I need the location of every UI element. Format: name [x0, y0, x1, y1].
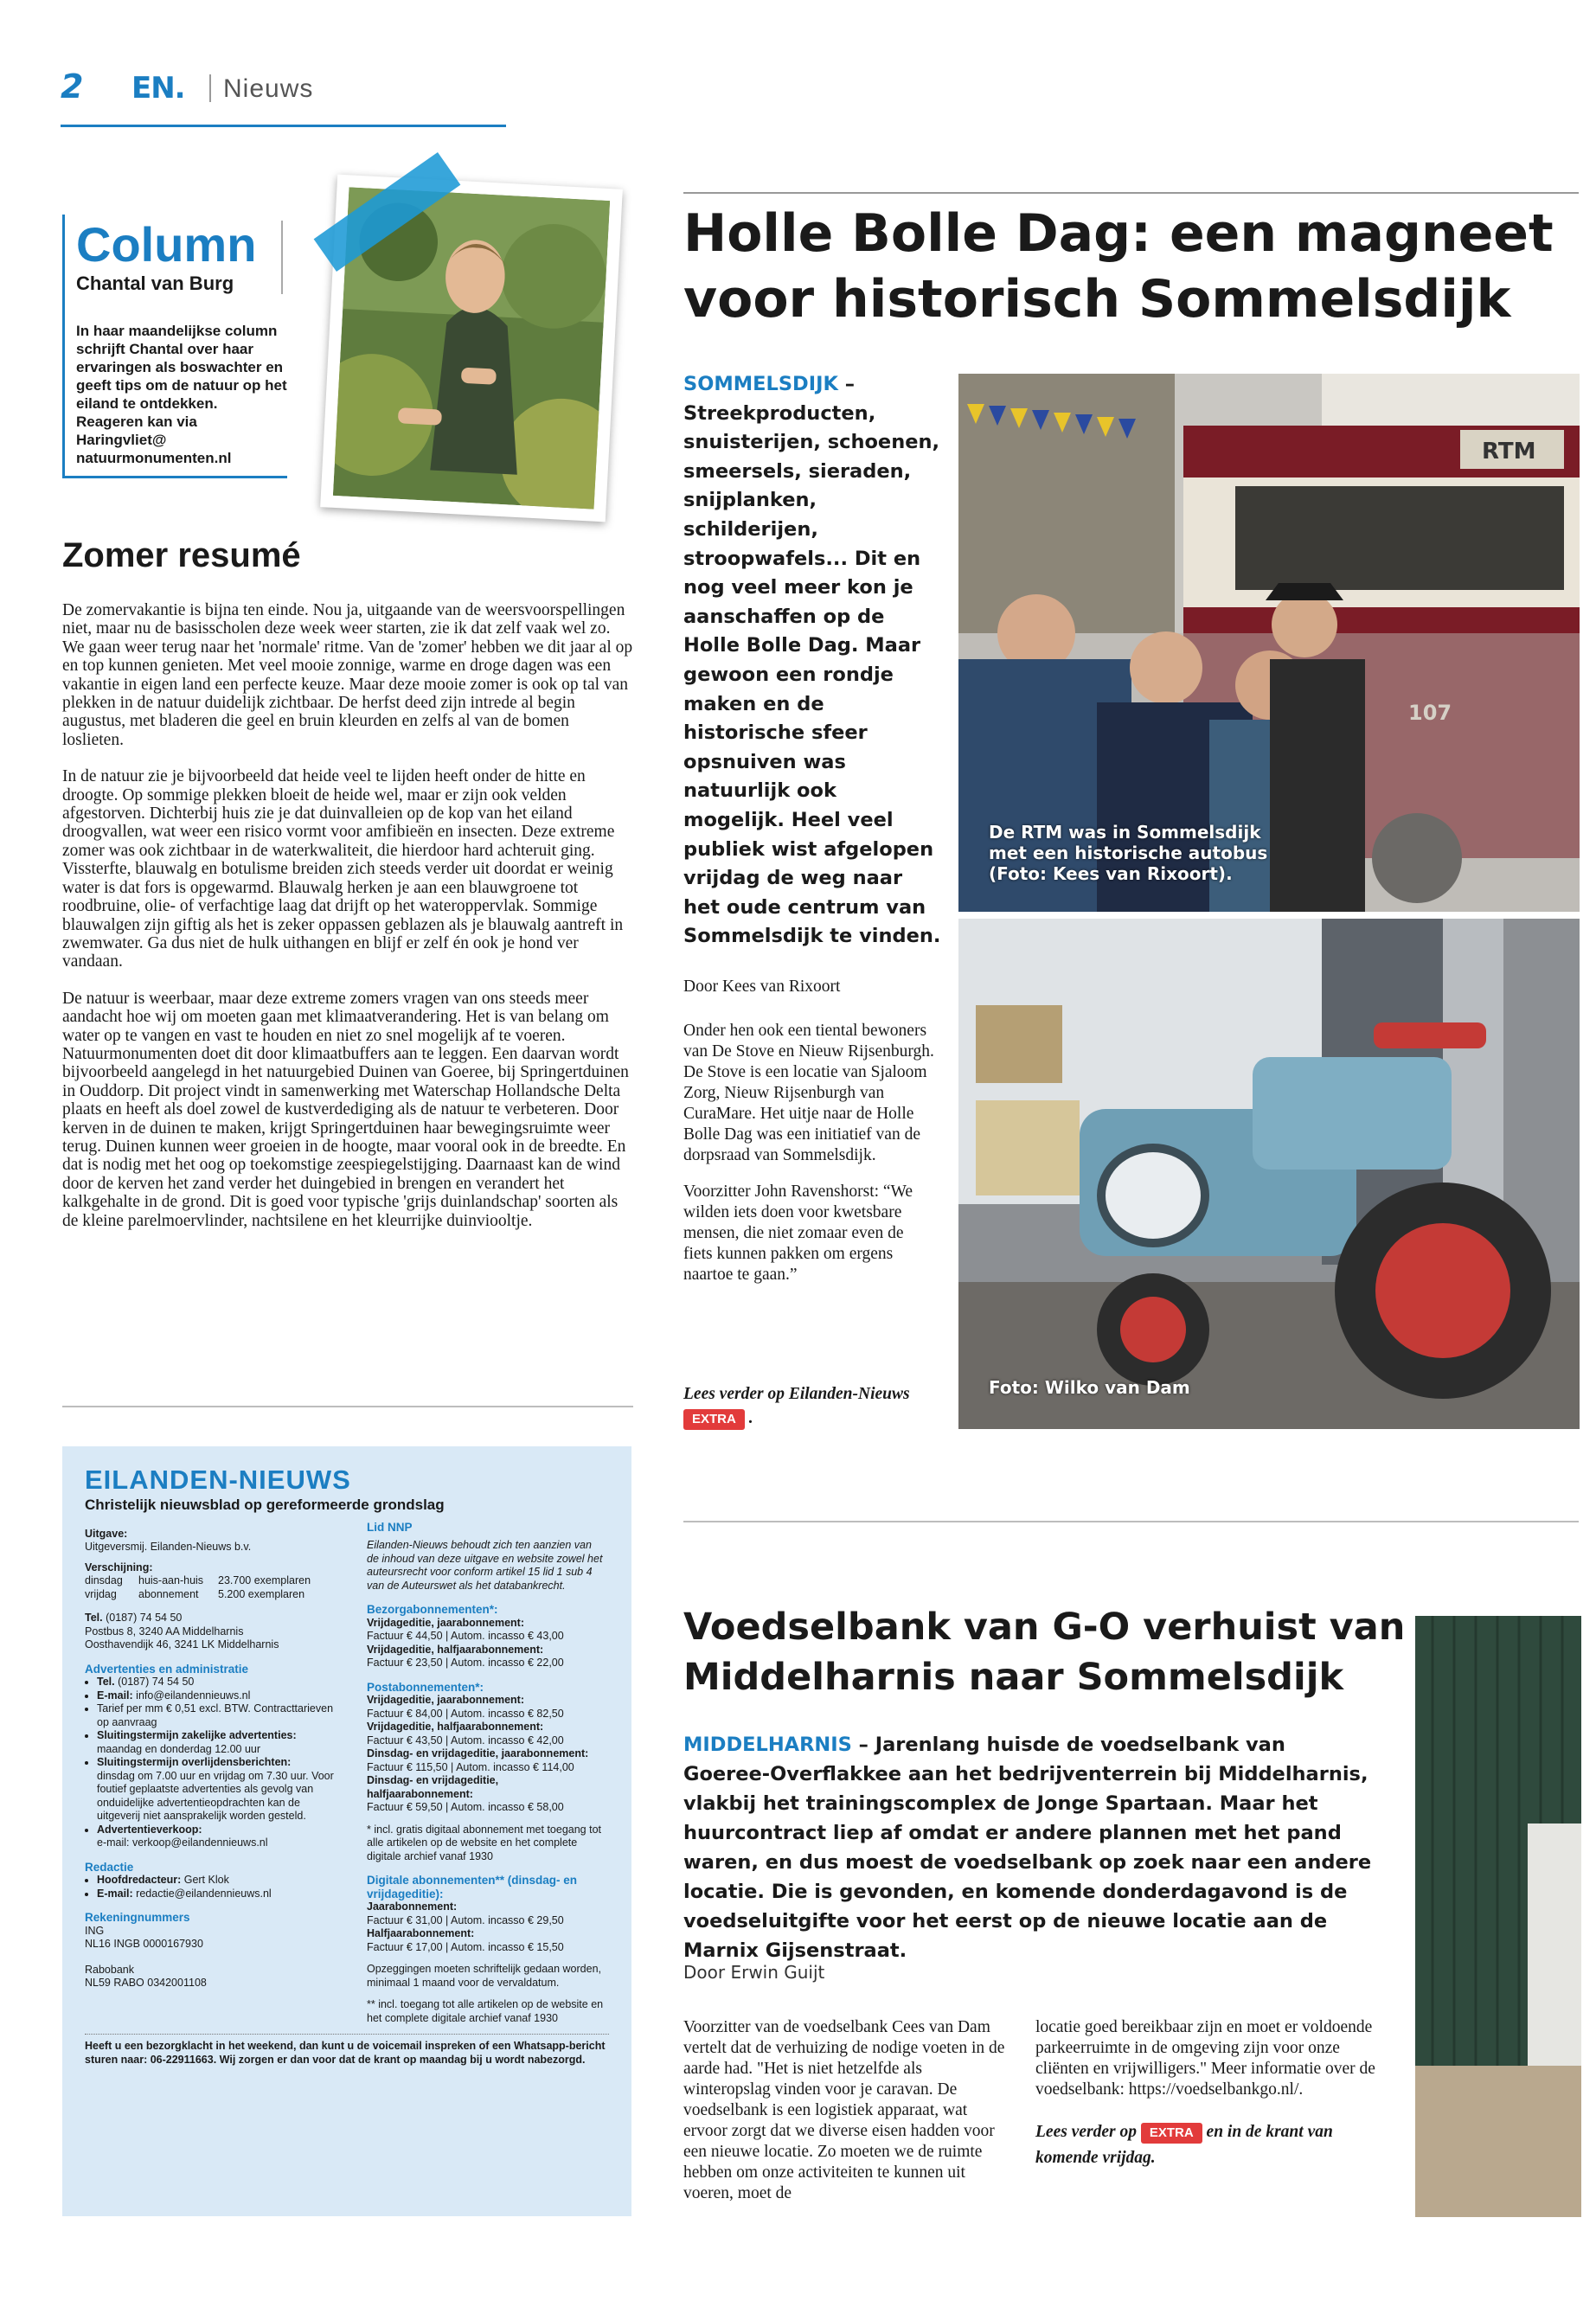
bezorg-heading: Bezorgabonnementen*:: [367, 1603, 498, 1616]
column-intro: In haar maandelijkse column schrijft Chantal over haar ervaringen als boswachter en geeft tips om de natuur op het eiland te ontdekken. Reageren kan via Haringvliet@ natuurmonumenten.nl: [76, 323, 287, 466]
section-label: Nieuws: [223, 74, 314, 103]
list-item: • Sluitingstermijn overlijdensberichten: dinsdag om 7.00 uur en vrijdag om 7.30 uur. Voor foutief geplaatste advertenties als gevolg van onduidelijke advertentieopdrachten kan de uitgeverij niet aansprakelijk worden gesteld.: [97, 1756, 344, 1823]
article2-read-more[interactable]: Lees verder op EXTRA en in de krant van komende vrijdag.: [1035, 2123, 1333, 2167]
lead-text: – Jarenlang huisde de voedselbank van Goeree-Overflakkee aan het bedrijventerrein bij Middelharnis, vlakbij het trainingscomplex de Jonge Spartaan. Maar het huurcontract liep af omdat er andere plannen met het pand waren, en dus moest de voedselbank op zoek naar een andere locatie. Die is gevonden, en komende donderdagavond is de voedseluitgifte voor het eerst op de nieuwe locatie aan de Marnix Gijsenstraat.: [683, 1734, 1372, 1962]
page-number: 2: [61, 67, 84, 106]
list-item[interactable]: • E-mail: redactie@eilandennieuws.nl: [97, 1888, 344, 1901]
list-item: • Tel. (0187) 74 54 50: [97, 1676, 344, 1689]
article1-lead: [683, 370, 943, 952]
en-logo: EN.: [131, 71, 185, 106]
article2-body-right: [1035, 2017, 1381, 2171]
column-paragraph: De zomervakantie is bijna ten einde. Nou ja, uitgaande van de weersvoorspellingen niet, maar nu de basisscholen deze week weer starten, zie ik dat zelf vaak wel zo. We gaan weer terug naar het 'normale' ritme. Van de 'zomer' hebben we dit jaar al op en top kunnen genieten. Met veel mooie zonnige, warme en droge dagen was een vakantie in eigen land een perfecte keuze. Maar deze mooie zomer is ook op tal van plekken in de natuur duidelijk zichtbaar. De herfst deed zijn intrede al begin augustus, met bladeren die geel en bruin kleurden en zelfs al van de bomen loslieten.: [62, 601, 633, 749]
advert-list: [97, 1676, 344, 1850]
header-divider: [209, 74, 211, 102]
price-value: Factuur € 23,50 | Autom. incasso € 22,00: [367, 1657, 564, 1669]
tractor-photo: [958, 919, 1580, 1429]
colophon-footer: Heeft u een bezorgklacht in het weekend, dan kunt u de voicemail inspreken of een Whatsapp-bericht sturen naar: 06-22911663. Wij zorgen er dan voor dat de krant op maandag bij u wordt nabezorgd.: [85, 2034, 609, 2067]
dateline: SOMMELSDIJK: [683, 373, 838, 395]
price-label: Dinsdag- en vrijdageditie, jaarabonnement:: [367, 1747, 589, 1759]
article1-byline: Door Kees van Rixoort: [683, 977, 841, 996]
article2-title[interactable]: Voedselbank van G-O verhuist van Middelharnis naar Sommelsdijk: [683, 1606, 1406, 1699]
colophon-tagline: Christelijk nieuwsblad op gereformeerde grondslag: [85, 1497, 445, 1513]
dateline: MIDDELHARNIS: [683, 1734, 852, 1756]
verschijning-row: vrijdag abonnement 5.200 exemplaren: [85, 1587, 305, 1600]
article-paragraph: Onder hen ook een tiental bewoners van De Stove en Nieuw Rijsenburgh. De Stove is een locatie van Sjaloom Zorg, Nieuw Rijsenburgh van CuraMare. Het uitje naar de Holle Bolle Dag was een initiatief van de dorpsraad van Sommelsdijk.: [683, 1022, 934, 1164]
bus-sign-text: RTM: [1482, 439, 1536, 465]
list-item: • Sluitingstermijn zakelijke advertenties: maandag en donderdag 12.00 uur: [97, 1729, 344, 1756]
article1-title[interactable]: Holle Bolle Dag: een magneet voor historisch Sommelsdijk: [683, 203, 1554, 330]
list-item: • Hoofdredacteur: Gert Klok: [97, 1874, 344, 1888]
colophon-tel: Tel. (0187) 74 54 50: [85, 1612, 183, 1624]
post-heading: Postabonnementen*:: [367, 1680, 484, 1694]
article2-body-left: Voorzitter van de voedselbank Cees van Dam vertelt dat de verhuizing de nodige voeten in de aarde had. "Het is niet hetzelfde als winteropslag vinden voor je caravan. De voedselbank is een logistiek apparaat, wat ervoor zorgt dat we diverse eisen hadden voor een nieuwe locatie. Zo moeten we de ruimte hebben om onze activiteiten te kunnen uit voeren, moet de: [683, 2018, 1005, 2202]
colophon-col-right: [367, 1521, 606, 2026]
header-rule: [61, 125, 506, 127]
column-title: Zomer resumé: [62, 536, 301, 574]
rights-notice: Eilanden-Nieuws behoudt zich ten aanzien van de inhoud van deze uitgave en website zowel het auteursrecht voor conform artikel 15 lid 1 sub 4 van de Auteurswet als het databankrecht.: [367, 1539, 603, 1592]
redactie-list: [97, 1874, 344, 1900]
building-photo: [1415, 1616, 1581, 2217]
photo-caption: Foto: Wilko van Dam: [989, 1377, 1190, 1398]
list-item: • Tarief per mm € 0,51 excl. BTW. Contracttarieven op aanvraag: [97, 1702, 344, 1729]
price-value: Factuur € 115,50 | Autom. incasso € 114,00: [367, 1760, 574, 1773]
advert-heading: Advertenties en administratie: [85, 1662, 249, 1676]
column-label: Column: [76, 217, 257, 272]
colophon: [62, 1446, 631, 2216]
price-label: Vrijdageditie, halfjaarabonnement:: [367, 1721, 544, 1733]
rekening-line: NL59 RABO 0342001108: [85, 1977, 207, 1989]
column-separator: [62, 1406, 633, 1407]
article1-read-more[interactable]: Lees verder op Eilanden-Nieuws EXTRA .: [683, 1382, 943, 1431]
footnote: ** incl. toegang tot alle artikelen op de website en het complete digitale archief vanaf 1930: [367, 1998, 604, 2024]
column-author: Chantal van Burg: [76, 272, 234, 294]
price-value: Factuur € 31,00 | Autom. incasso € 29,50: [367, 1913, 564, 1926]
redactie-heading: Redactie: [85, 1860, 134, 1874]
extra-badge[interactable]: EXTRA: [1141, 2123, 1202, 2144]
digi-heading: Digitale abonnementen** (dinsdag- en vrijdageditie):: [367, 1874, 578, 1900]
list-item[interactable]: • Advertentieverkoop: e-mail: verkoop@eilandennieuws.nl: [97, 1823, 344, 1850]
verschijning-label: Verschijning:: [85, 1561, 153, 1574]
price-label: Dinsdag- en vrijdageditie, halfjaarabonnement:: [367, 1774, 499, 1800]
price-value: Factuur € 17,00 | Autom. incasso € 15,50: [367, 1940, 564, 1953]
price-value: Factuur € 84,00 | Autom. incasso € 82,50: [367, 1707, 564, 1720]
uitgave-label: Uitgave:: [85, 1527, 128, 1540]
rekening-line: NL16 INGB 0000167930: [85, 1938, 203, 1950]
price-value: Factuur € 43,50 | Autom. incasso € 42,00: [367, 1734, 564, 1747]
rekening-heading: Rekeningnummers: [85, 1911, 190, 1924]
column-paragraph: De natuur is weerbaar, maar deze extreme zomers vragen van ons steeds meer aandacht hoe wij om moeten gaan met klimaatverandering. Het is van belang om water op te vangen en vast te houden en niet zo snel mogelijk af te voeren. Natuurmonumenten doet dit door klimaatbuffers aan te leggen. Een daarvan wordt bijvoorbeeld aangelegd in het natuurgebied Duinen van Goeree, bij Springertduinen in Ouddorp. Dit project vindt in samenwerking met Waterschap Hollandsche Delta plaats en heeft als doel zowel de kustverdediging als de natuur te verbeteren. Door kerven in de duinen te maken, krijgt Springertduinen haar bewegingsruimte weer terug. Duinen kunnen weer groeien in de hoogte, maar vooral ook in de breedte. En dat is nodig met het oog op toekomstige zeespiegelstijging. Daarnaast kan de wind door de kerven het zand verder het duingebied in brengen en verandert het kalkgehalte in de grond. Dit is goed voor typische 'grijs duinlandschap' soorten als de kleine parelmoervlinder, nachtsilene en het kleurrijke duinviooltje.: [62, 989, 629, 1230]
article-rule: [683, 1521, 1579, 1522]
price-label: Vrijdageditie, jaarabonnement:: [367, 1616, 524, 1629]
colophon-address: Postbus 8, 3240 AA Middelharnis: [85, 1625, 244, 1638]
column-body: [62, 601, 633, 1248]
column-paragraph: In de natuur zie je bijvoorbeeld dat heide veel te lijden heeft onder de hitte en droogte. Op sommige plekken bloeit de heide wel, maar er zijn ook velden afgestorven. Dichterbij huis zie je dat duinvalleien op de kop van het eiland droogvallen, wat weer een risico vormt voor amfibieën en insecten. Deze extreme zomer was ook zichtbaar in de waterkwaliteit, die hierdoor hard achteruit ging. Vissterfte, blauwalg en botulisme breiden zich steeds verder uit doordat er weinig water is dat fors is opgewarmd. Blauwalg herken je aan een blauwgroene tot roodbruine, olie- of verfachtige laag dat drijft op het wateroppervlak. Sommige blauwalgen zijn giftig als het is zeker oppassen geblazen als je blauwalg aantreft in zwemwater. Ga dus niet de hulk uithangen en blijf er zelf én ook je hond ver vandaan.: [62, 767, 624, 971]
uitgave-value: Uitgeversmij. Eilanden-Nieuws b.v.: [85, 1541, 252, 1553]
article-paragraph: Voorzitter John Ravenshorst: “We wilden iets doen voor kwetsbare mensen, die niet zomaar even de fiets kunnen pakken om ergens naartoe te gaan.”: [683, 1183, 913, 1284]
footnote: * incl. gratis digitaal abonnement met toegang tot alle artikelen op de website en het complete digitale archief vanaf 1930: [367, 1823, 602, 1862]
article-rule: [683, 192, 1579, 194]
column-divider: [281, 221, 283, 294]
colophon-address: Oosthavendijk 46, 3241 LK Middelharnis: [85, 1638, 279, 1650]
price-label: Vrijdageditie, jaarabonnement:: [367, 1694, 524, 1706]
price-label: Halfjaarabonnement:: [367, 1927, 475, 1939]
article-paragraph: locatie goed bereikbaar zijn en moet er voldoende parkeerruimte in de omgeving zijn voor onze cliënten en vrijwilligers." Meer informatie over de voedselbank: https://voedselbankgo.nl/.: [1035, 2018, 1375, 2099]
colophon-brand: EILANDEN-NIEUWS: [85, 1465, 351, 1495]
colophon-col-left: [85, 1521, 344, 2026]
list-item[interactable]: • E-mail: info@eilandennieuws.nl: [97, 1689, 344, 1703]
photo-caption: De RTM was in Sommelsdijk met een historische autobus (Foto: Kees van Rixoort).: [989, 822, 1268, 884]
price-label: Vrijdageditie, halfjaarabonnement:: [367, 1643, 544, 1656]
lid-nnp: Lid NNP: [367, 1520, 413, 1534]
opzeg-notice: Opzeggingen moeten schriftelijk gedaan worden, minimaal 1 maand voor de vervaldatum.: [367, 1963, 602, 1989]
article2-lead: [683, 1730, 1375, 1965]
verschijning-row: dinsdag huis-aan-huis 23.700 exemplaren: [85, 1574, 311, 1586]
article2-byline: Door Erwin Guijt: [683, 1962, 825, 1983]
rekening-line: Rabobank: [85, 1963, 134, 1976]
price-value: Factuur € 59,50 | Autom. incasso € 58,00: [367, 1801, 564, 1813]
lead-text: – Streekproducten, snuisterijen, schoenen, smeersels, sieraden, snijplanken, schilderijen, stroopwafels... Dit en nog veel meer kon je aanschaffen op de Holle Bolle Dag. Maar gewoon een rondje maken en de historische sfeer opsnuiven was natuurlijk ook mogelijk. Heel veel publiek wist afgelopen vrijdag de weg naar het oude centrum van Sommelsdijk te vinden.: [683, 373, 941, 948]
rekening-line: ING: [85, 1924, 105, 1937]
page-header: [61, 67, 506, 128]
extra-badge[interactable]: EXTRA: [683, 1409, 745, 1430]
price-value: Factuur € 44,50 | Autom. incasso € 43,00: [367, 1630, 564, 1642]
price-label: Jaarabonnement:: [367, 1900, 458, 1913]
article1-body: [683, 1021, 934, 1301]
